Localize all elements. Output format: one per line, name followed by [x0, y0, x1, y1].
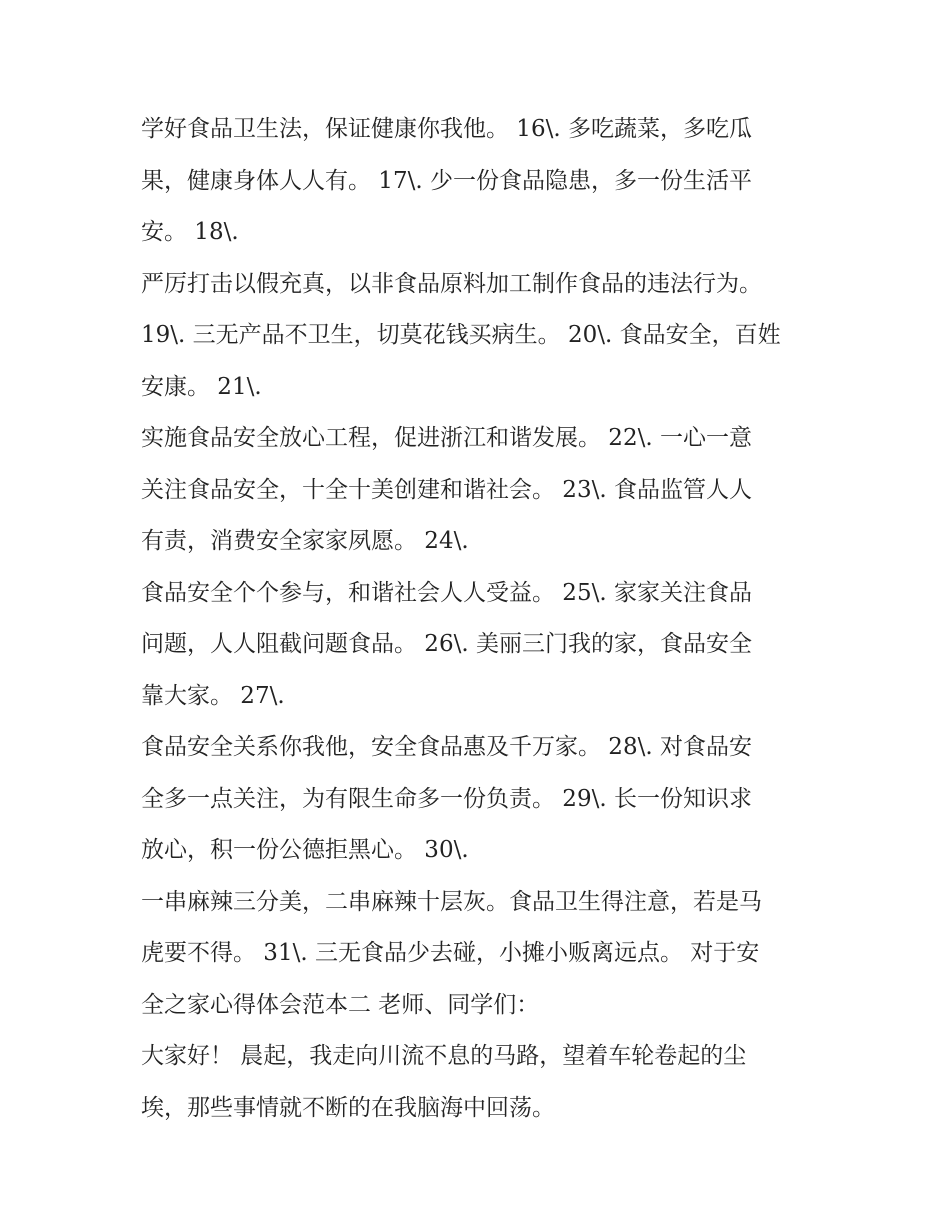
- document-body: [141, 104, 821, 1134]
- text-line: 严厉打击以假充真，以非食品原料加工制作食品的违法行为。: [141, 270, 762, 297]
- text-line: 果，健康身体人人有。 17\. 少一份食品隐患，多一份生活平: [141, 167, 752, 194]
- text-line: 一串麻辣三分美，二串麻辣十层灰。食品卫生得注意，若是马: [141, 888, 762, 915]
- text-line: 19\. 三无产品不卫生，切莫花钱买病生。 20\. 食品安全，百姓: [141, 322, 781, 348]
- text-line: 大家好！ 晨起，我走向川流不息的马路，望着车轮卷起的尘: [141, 1043, 747, 1069]
- text-line: 安。 18\.: [141, 219, 239, 245]
- text-line: 全之家心得体会范本二 老师、同学们：: [141, 991, 540, 1018]
- text-line: 有责，消费安全家家夙愿。 24\.: [141, 528, 469, 554]
- text-line: 问题，人人阻截问题食品。 26\. 美丽三门我的家，食品安全: [141, 631, 752, 657]
- text-line: 放心，积一份公德拒黑心。 30\.: [141, 837, 469, 863]
- text-line: 埃，那些事情就不断的在我脑海中回荡。: [141, 1094, 555, 1121]
- text-line: 关注食品安全，十全十美创建和谐社会。 23\. 食品监管人人: [141, 476, 752, 503]
- text-line: 实施食品安全放心工程，促进浙江和谐发展。 22\. 一心一意: [141, 425, 752, 451]
- text-line: 安康。 21\.: [141, 373, 262, 400]
- text-line: 食品安全个个参与，和谐社会人人受益。 25\. 家家关注食品: [141, 579, 752, 606]
- text-line: 全多一点关注，为有限生命多一份负责。 29\. 长一份知识求: [141, 785, 752, 812]
- text-line: 虎要不得。 31\. 三无食品少去碰，小摊小贩离远点。 对于安: [141, 940, 760, 966]
- text-line: 学好食品卫生法，保证健康你我他。 16\. 多吃蔬菜，多吃瓜: [141, 116, 752, 142]
- text-line: 食品安全关系你我他，安全食品惠及千万家。 28\. 对食品安: [141, 734, 752, 760]
- text-line: 靠大家。 27\.: [141, 682, 285, 709]
